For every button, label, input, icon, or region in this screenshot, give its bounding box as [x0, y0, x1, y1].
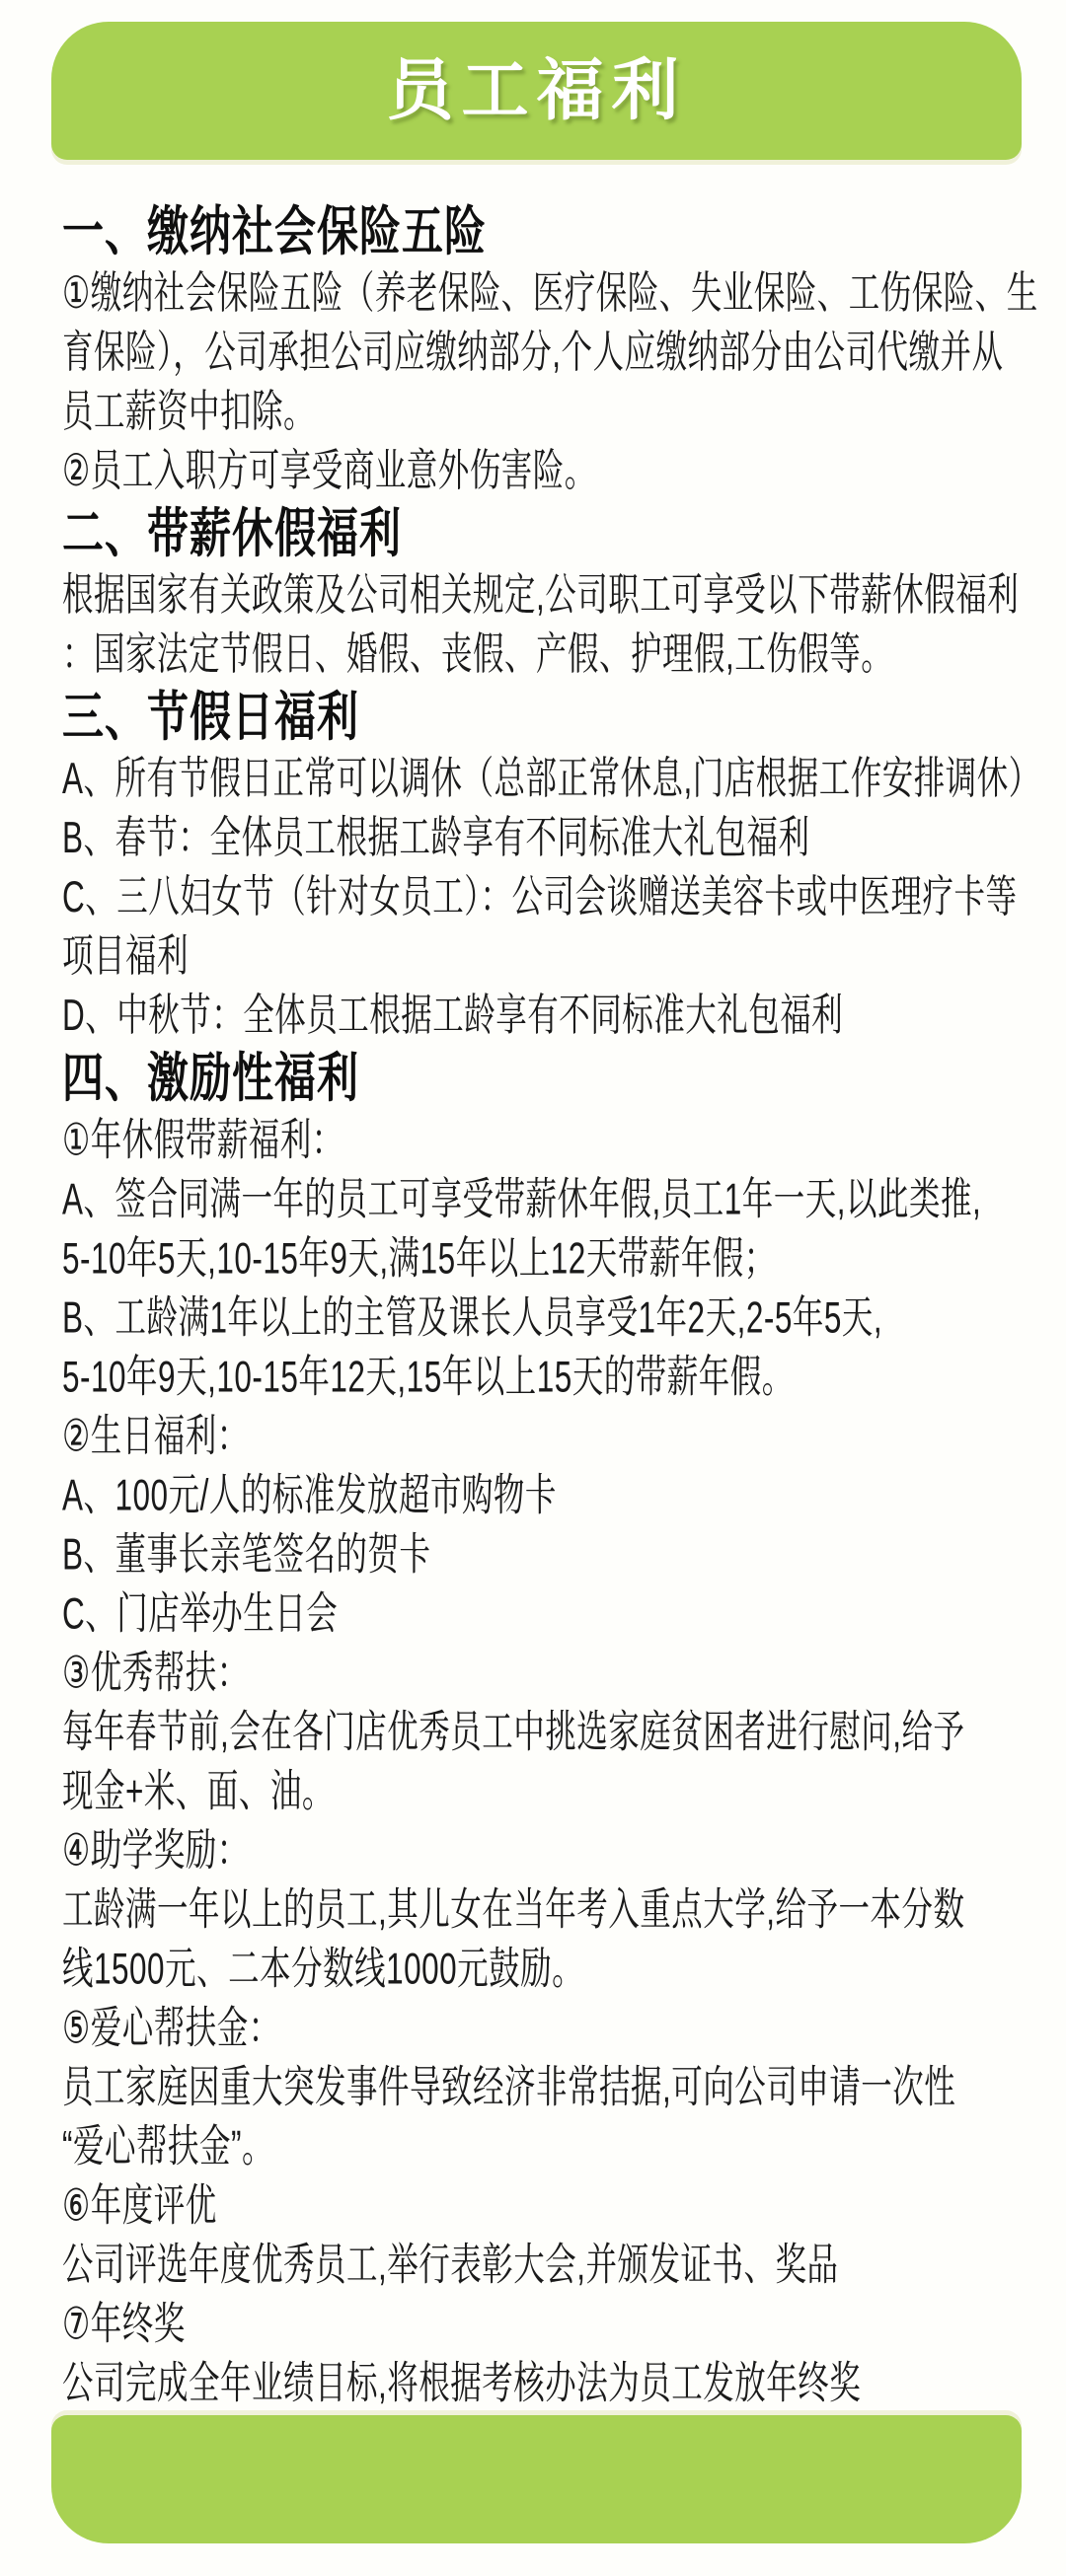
- body-line-text: A、100元/人的标准发放超市购物卡: [62, 1468, 557, 1519]
- body-line: [62, 320, 1008, 379]
- body-line: [62, 1403, 1008, 1462]
- body-line: [62, 2054, 1008, 2113]
- body-line-text: 员工家庭因重大突发事件导致经济非常拮据,可向公司申请一次性: [62, 2060, 956, 2111]
- body-line-text: A、签合同满一年的员工可享受带薪休年假,员工1年一天,以此类推,: [62, 1172, 982, 1223]
- body-line-text: ⑥年度评优: [62, 2178, 217, 2230]
- body-line-text: B、董事长亲笔签名的贺卡: [62, 1527, 431, 1579]
- body-line-text: 线1500元、二本分数线1000元鼓励。: [62, 1942, 584, 1993]
- body-line: [62, 1877, 1008, 1936]
- body-line: [62, 1462, 1008, 1521]
- section-heading: [62, 195, 1008, 260]
- section-heading: [62, 1042, 1008, 1107]
- poster-header-banner: [51, 22, 1022, 160]
- body-line-text: 根据国家有关政策及公司相关规定,公司职工可享受以下带薪休假福利: [62, 568, 1020, 620]
- body-line: [62, 2291, 1008, 2350]
- body-line: [62, 1285, 1008, 1344]
- body-line-text: ①缴纳社会保险五险（养老保险、医疗保险、失业保险、工伤保险、生: [62, 266, 1038, 318]
- body-line: [62, 1699, 1008, 1758]
- body-line-text: ②生日福利：: [62, 1409, 249, 1460]
- body-line: [62, 622, 1008, 681]
- body-line: [62, 1995, 1008, 2054]
- body-line: [62, 864, 1018, 923]
- body-line-text: ②员工入职方可享受商业意外伤害险。: [62, 444, 596, 495]
- body-line: [62, 1521, 1008, 1581]
- body-line: [62, 923, 1008, 983]
- body-line: [62, 1581, 1008, 1640]
- body-line: [62, 805, 1008, 864]
- body-line-text: ①年休假带薪福利：: [62, 1113, 343, 1164]
- body-line: [62, 2232, 1008, 2291]
- body-line-text: A、所有节假日正常可以调休（总部正常休息,门店根据工作安排调休）: [62, 752, 1040, 803]
- page-title: 员工福利: [386, 53, 687, 128]
- poster-body: [62, 195, 1040, 2409]
- body-line-text: 5-10年9天,10-15年12天,15年以上15天的带薪年假。: [62, 1350, 794, 1401]
- poster-footer-banner: [51, 2415, 1022, 2543]
- body-line-text: B、工龄满1年以上的主管及课长人员享受1年2天,2-5年5天,: [62, 1290, 883, 1342]
- body-line-text: C、三八妇女节（针对女员工）：公司会谈赠送美容卡或中医理疗卡等: [62, 870, 1018, 921]
- body-line: [62, 260, 1038, 320]
- body-line-text: 公司评选年度优秀员工,举行表彰大会,并颁发证书、奖品: [62, 2238, 839, 2289]
- body-line-text: 现金+米、面、油。: [62, 1764, 334, 1815]
- body-line-text: ⑦年终奖: [62, 2297, 186, 2348]
- body-line-text: 育保险），公司承担公司应缴纳部分,个人应缴纳部分由公司代缴并从: [62, 326, 1004, 377]
- body-line-text: C、门店举办生日会: [62, 1586, 339, 1638]
- body-line-text: “爱心帮扶金”。: [62, 2119, 273, 2171]
- body-line: [62, 1758, 1008, 1817]
- body-line: [62, 2113, 1008, 2172]
- body-line-text: ③优秀帮扶：: [62, 1646, 249, 1697]
- section-heading: [62, 497, 1008, 562]
- body-line: [62, 1225, 1008, 1285]
- body-line-text: ⑤爱心帮扶金：: [62, 2001, 280, 2052]
- section-heading: [62, 681, 1008, 746]
- body-line-text: 工龄满一年以上的员工,其儿女在当年考入重点大学,给予一本分数: [62, 1882, 965, 1934]
- body-line: [62, 1166, 1008, 1225]
- body-line: [62, 562, 1020, 622]
- body-line-text: 每年春节前,会在各门店优秀员工中挑选家庭贫困者进行慰问,给予: [62, 1705, 965, 1756]
- body-line: [62, 1640, 1008, 1699]
- body-line-text: B、春节：全体员工根据工龄享有不同标准大礼包福利: [62, 811, 810, 862]
- body-line: [62, 1817, 1008, 1877]
- body-line-text: 公司完成全年业绩目标,将根据考核办法为员工发放年终奖: [62, 2356, 862, 2407]
- body-line-text: ：国家法定节假日、婚假、丧假、产假、护理假,工伤假等。: [62, 627, 893, 679]
- body-line-text: ④助学奖励：: [62, 1823, 249, 1875]
- body-line: [62, 1107, 1008, 1166]
- section-heading-text: 一、缴纳社会保险五险: [62, 201, 488, 261]
- body-line: [62, 1344, 1008, 1403]
- body-line: [62, 983, 1008, 1042]
- body-line-text: 员工薪资中扣除。: [62, 385, 316, 436]
- section-heading-text: 四、激励性福利: [62, 1048, 360, 1108]
- body-line: [62, 1936, 1008, 1995]
- body-line: [62, 746, 1040, 805]
- section-heading-text: 三、节假日福利: [62, 687, 360, 747]
- body-line: [62, 379, 1008, 438]
- section-heading-text: 二、带薪休假福利: [62, 503, 403, 563]
- body-line: [62, 2172, 1008, 2232]
- body-line-text: 项目福利: [62, 929, 190, 981]
- body-line: [62, 2350, 1008, 2409]
- body-line-text: D、中秋节：全体员工根据工龄享有不同标准大礼包福利: [62, 989, 844, 1040]
- body-line: [62, 438, 1008, 497]
- body-line-text: 5-10年5天,10-15年9天,满15年以上12天带薪年假；: [62, 1231, 776, 1283]
